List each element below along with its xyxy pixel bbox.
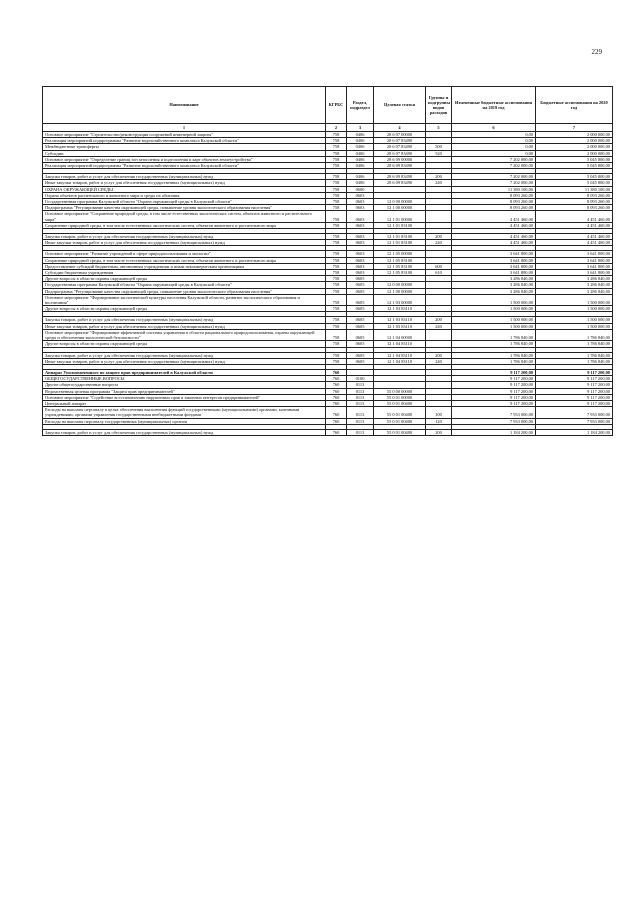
header-2020: Бюджетные ассигнования на 2020 год xyxy=(536,87,613,124)
row-amount-2019: 9 117 200,00 xyxy=(452,388,536,394)
row-amount-2019: 1 500 000,00 xyxy=(452,323,536,329)
row-target-article: 12 1 05 00000 xyxy=(374,251,426,257)
row-razdel: 0603 xyxy=(347,240,374,246)
row-amount-2020: 1 786 840,00 xyxy=(536,329,613,340)
row-razdel: 0605 xyxy=(347,317,374,323)
column-number: 7 xyxy=(536,124,613,132)
row-amount-2019: 9 117 200,00 xyxy=(452,382,536,388)
row-amount-2020: 4 451 460,00 xyxy=(536,240,613,246)
header-cel: Целевая статья xyxy=(374,87,426,124)
row-amount-2019: 1 786 840,00 xyxy=(452,358,536,364)
row-target-article: 28 6 09 83490 xyxy=(374,163,426,169)
table-row xyxy=(43,211,613,222)
row-razdel: 0406 xyxy=(347,144,374,150)
row-target-article: 12 1 01 00000 xyxy=(374,211,426,222)
row-target-article: 12 0 00 00000 xyxy=(374,282,426,288)
row-target-article: 28 6 07 83490 xyxy=(374,144,426,150)
row-target-article: 12 1 05 83100 xyxy=(374,263,426,269)
row-kgrs: 758 xyxy=(326,174,347,180)
row-amount-2019: 1 500 000,00 xyxy=(452,306,536,312)
row-name: Закупка товаров, работ и услуг для обеспечения государственных (муниципальных) нужд xyxy=(43,429,326,435)
row-amount-2020: 3 641 800,00 xyxy=(536,251,613,257)
row-amount-2020: 1 500 000,00 xyxy=(536,317,613,323)
row-expense-type: 120 xyxy=(426,418,452,424)
row-expense-type: 200 xyxy=(426,352,452,358)
row-kgrs: 758 xyxy=(326,240,347,246)
row-name: Охрана объектов растительного и животного мира и среды их обитания xyxy=(43,192,326,198)
row-amount-2020: 4 451 460,00 xyxy=(536,222,613,228)
row-amount-2019: 7 202 000,00 xyxy=(452,163,536,169)
row-amount-2020: 1 184 200,00 xyxy=(536,429,613,435)
row-target-article: 55 0 00 00000 xyxy=(374,388,426,394)
row-kgrs: 758 xyxy=(326,180,347,186)
row-amount-2019: 8 093 260,00 xyxy=(452,199,536,205)
column-number: 5 xyxy=(426,124,452,132)
row-razdel: 0406 xyxy=(347,174,374,180)
row-amount-2019: 0,00 xyxy=(452,150,536,156)
row-kgrs: 758 xyxy=(326,222,347,228)
row-razdel: 0113 xyxy=(347,407,374,418)
row-amount-2019: 9 117 200,00 xyxy=(452,376,536,382)
row-razdel: 0605 xyxy=(347,288,374,294)
row-expense-type xyxy=(426,211,452,222)
row-amount-2019: 8 093 260,00 xyxy=(452,205,536,211)
row-name: Другие вопросы в области охраны окружающей среды xyxy=(43,306,326,312)
row-expense-type: 100 xyxy=(426,407,452,418)
row-target-article: 12 1 03 83110 xyxy=(374,317,426,323)
row-target-article: 55 0 01 00400 xyxy=(374,418,426,424)
row-name: Основное мероприятие "Развитие учреждений в сфере природопользования и экологии" xyxy=(43,251,326,257)
row-name: Иные закупки товаров, работ и услуг для обеспечения государственных (муниципальных) нужд xyxy=(43,358,326,364)
column-number: 4 xyxy=(374,124,426,132)
row-name: Закупка товаров, работ и услуг для обеспечения государственных (муниципальных) нужд xyxy=(43,234,326,240)
row-razdel: 0113 xyxy=(347,382,374,388)
row-target-article: 12 1 03 83110 xyxy=(374,323,426,329)
row-name: Субсидии xyxy=(43,150,326,156)
row-name: Закупка товаров, работ и услуг для обеспечения государственных (муниципальных) нужд xyxy=(43,174,326,180)
row-name: Государственная программа Калужской области "Охрана окружающей среды в Калужской области" xyxy=(43,199,326,205)
row-target-article: 12 1 00 00000 xyxy=(374,205,426,211)
row-razdel: 0605 xyxy=(347,329,374,340)
row-amount-2020: 8 093 260,00 xyxy=(536,205,613,211)
row-razdel: 0605 xyxy=(347,323,374,329)
row-name: Межбюджетные трансферты xyxy=(43,144,326,150)
row-razdel: 0406 xyxy=(347,163,374,169)
row-amount-2020: 4 451 460,00 xyxy=(536,211,613,222)
row-amount-2019: 7 933 000,00 xyxy=(452,407,536,418)
row-expense-type: 200 xyxy=(426,317,452,323)
page-number: 229 xyxy=(591,48,602,56)
row-kgrs: 758 xyxy=(326,192,347,198)
row-razdel: 0603 xyxy=(347,270,374,276)
row-razdel: 0603 xyxy=(347,257,374,263)
row-amount-2020: 1 786 840,00 xyxy=(536,341,613,347)
row-expense-type: 240 xyxy=(426,180,452,186)
row-amount-2020: 8 093 260,00 xyxy=(536,199,613,205)
row-kgrs: 758 xyxy=(326,257,347,263)
row-name: Сохранение природной среды, в том числе естественных экологических систем, объектов животного и растительного мира xyxy=(43,222,326,228)
row-razdel: 0113 xyxy=(347,394,374,400)
row-target-article: 28 6 09 83490 xyxy=(374,174,426,180)
row-name: Другие вопросы в области охраны окружающей среды xyxy=(43,341,326,347)
row-expense-type: 240 xyxy=(426,323,452,329)
row-amount-2019: 8 093 260,00 xyxy=(452,192,536,198)
row-name: Основное мероприятие "Строительство/реконструкция сооружений инженерной защиты" xyxy=(43,132,326,138)
row-target-article: 55 0 01 00400 xyxy=(374,400,426,406)
row-target-article: 12 0 00 00000 xyxy=(374,199,426,205)
row-razdel: 0605 xyxy=(347,306,374,312)
row-razdel: 0603 xyxy=(347,192,374,198)
row-amount-2019: 0,00 xyxy=(452,132,536,138)
row-name: Субсидии бюджетным учреждениям xyxy=(43,270,326,276)
row-amount-2019: 1 786 840,00 xyxy=(452,352,536,358)
row-name: Ведомственная целевая программа "Защита прав предпринимателей" xyxy=(43,388,326,394)
row-target-article: 12 1 03 00000 xyxy=(374,294,426,305)
row-amount-2019: 7 202 000,00 xyxy=(452,180,536,186)
row-name: Государственная программа Калужской области "Охрана окружающей среды в Калужской области" xyxy=(43,282,326,288)
row-amount-2019: 9 117 200,00 xyxy=(452,400,536,406)
row-kgrs: 758 xyxy=(326,323,347,329)
header-vid: Группы и подгруппы видов расходов xyxy=(426,87,452,124)
row-name: Иные закупки товаров, работ и услуг для обеспечения государственных (муниципальных) нужд xyxy=(43,180,326,186)
row-razdel: 0113 xyxy=(347,429,374,435)
row-expense-type: 610 xyxy=(426,270,452,276)
budget-table xyxy=(42,86,613,436)
row-name: Центральный аппарат xyxy=(43,400,326,406)
row-target-article: 12 1 01 83100 xyxy=(374,240,426,246)
row-kgrs: 758 xyxy=(326,306,347,312)
row-expense-type: 500 xyxy=(426,144,452,150)
row-amount-2020: 7 933 000,00 xyxy=(536,407,613,418)
row-amount-2020: 2 000 000,00 xyxy=(536,150,613,156)
row-razdel: 0605 xyxy=(347,294,374,305)
column-number: 2 xyxy=(326,124,347,132)
row-target-article: 55 0 01 00400 xyxy=(374,407,426,418)
row-name: Иные закупки товаров, работ и услуг для обеспечения государственных (муниципальных) нужд xyxy=(43,240,326,246)
row-target-article: 12 1 05 83100 xyxy=(374,270,426,276)
row-kgrs: 760 xyxy=(326,388,347,394)
row-razdel: 0603 xyxy=(347,251,374,257)
row-expense-type: 520 xyxy=(426,150,452,156)
row-kgrs: 758 xyxy=(326,211,347,222)
column-number: 6 xyxy=(452,124,536,132)
row-amount-2019: 3 641 800,00 xyxy=(452,263,536,269)
row-name: Подпрограмма "Регулирование качества окружающей среды, повышение уровня экологического образования населения" xyxy=(43,205,326,211)
row-amount-2020: 9 117 200,00 xyxy=(536,388,613,394)
row-amount-2020: 8 093 260,00 xyxy=(536,192,613,198)
row-name: Другие вопросы в области охраны окружающей среды xyxy=(43,276,326,282)
row-name: Основное мероприятие "Формирование экологической культуры населения Калужской области, развитие экологического образования и воспитания" xyxy=(43,294,326,305)
row-target-article: 12 1 00 00000 xyxy=(374,288,426,294)
column-number: 1 xyxy=(43,124,326,132)
row-amount-2020: 3 641 800,00 xyxy=(536,263,613,269)
row-amount-2019: 1 500 000,00 xyxy=(452,317,536,323)
row-razdel: 0603 xyxy=(347,205,374,211)
row-amount-2020: 1 786 840,00 xyxy=(536,352,613,358)
row-razdel: 0605 xyxy=(347,352,374,358)
row-amount-2020: 1 500 000,00 xyxy=(536,294,613,305)
row-amount-2019: 9 117 200,00 xyxy=(452,394,536,400)
row-target-article: 12 1 05 83100 xyxy=(374,257,426,263)
row-name: Закупка товаров, работ и услуг для обеспечения государственных (муниципальных) нужд xyxy=(43,317,326,323)
row-name: Расходы на выплаты персоналу государственных (муниципальных) органов xyxy=(43,418,326,424)
row-amount-2020: 9 117 200,00 xyxy=(536,382,613,388)
row-amount-2020: 5 045 800,00 xyxy=(536,174,613,180)
row-amount-2019: 7 202 000,00 xyxy=(452,174,536,180)
row-amount-2019: 4 451 460,00 xyxy=(452,211,536,222)
row-kgrs: 758 xyxy=(326,251,347,257)
row-name: Основное мероприятие "Содействие восстановлению нарушенных прав и законных интересов предпринимателей" xyxy=(43,394,326,400)
row-kgrs: 760 xyxy=(326,382,347,388)
row-razdel: 0406 xyxy=(347,150,374,156)
row-razdel: 0113 xyxy=(347,388,374,394)
row-kgrs: 760 xyxy=(326,394,347,400)
row-amount-2020: 11 380 100,00 xyxy=(536,186,613,192)
row-amount-2020: 2 000 000,00 xyxy=(536,132,613,138)
row-amount-2019: 9 117 200,00 xyxy=(452,369,536,375)
row-kgrs: 758 xyxy=(326,138,347,144)
row-amount-2019: 3 286 840,00 xyxy=(452,282,536,288)
row-amount-2019: 1 500 000,00 xyxy=(452,294,536,305)
table-row xyxy=(43,294,613,305)
header-razdel: Раздел, подраздел xyxy=(347,87,374,124)
row-kgrs: 758 xyxy=(326,234,347,240)
row-target-article: 12 1 04 83110 xyxy=(374,341,426,347)
row-target-article: 28 6 07 83490 xyxy=(374,150,426,156)
row-name: Предоставление субсидий бюджетным, автономным учреждениям и иным некоммерческим организациям xyxy=(43,263,326,269)
row-target-article: 28 6 07 83490 xyxy=(374,138,426,144)
row-expense-type xyxy=(426,294,452,305)
row-amount-2020: 5 045 800,00 xyxy=(536,156,613,162)
row-kgrs: 758 xyxy=(326,205,347,211)
row-amount-2020: 4 451 460,00 xyxy=(536,234,613,240)
row-kgrs: 758 xyxy=(326,282,347,288)
row-target-article: 12 1 04 00000 xyxy=(374,329,426,340)
row-name: Иные закупки товаров, работ и услуг для обеспечения государственных (муниципальных) нужд xyxy=(43,323,326,329)
row-amount-2020: 3 286 840,00 xyxy=(536,282,613,288)
row-name: Основное мероприятие "Формирование эффективной системы управления в области рационального природопользования, охраны окружающей среды и обеспечения экологической безопасности" xyxy=(43,329,326,340)
row-razdel: 0603 xyxy=(347,211,374,222)
row-razdel: 0605 xyxy=(347,276,374,282)
row-name: Расходы на выплаты персоналу в целях обеспечения выполнения функций государственными (муниципальными) органами, казенными учреждениями, органами управления государственными внебюджетными фондами xyxy=(43,407,326,418)
row-target-article: 12 1 03 83110 xyxy=(374,306,426,312)
row-amount-2020: 1 500 000,00 xyxy=(536,306,613,312)
row-kgrs: 758 xyxy=(326,163,347,169)
row-kgrs: 760 xyxy=(326,400,347,406)
row-amount-2020: 5 045 800,00 xyxy=(536,180,613,186)
row-target-article: 55 0 01 00400 xyxy=(374,429,426,435)
row-kgrs: 758 xyxy=(326,263,347,269)
row-expense-type: 200 xyxy=(426,234,452,240)
row-razdel: 0406 xyxy=(347,138,374,144)
row-amount-2020: 3 641 800,00 xyxy=(536,270,613,276)
row-expense-type: 200 xyxy=(426,174,452,180)
row-kgrs: 760 xyxy=(326,369,347,375)
row-expense-type: 240 xyxy=(426,358,452,364)
row-kgrs: 758 xyxy=(326,132,347,138)
row-name: Реализация мероприятий подпрограммы "Развитие водохозяйственного комплекса Калужской области" xyxy=(43,163,326,169)
row-name: Реализация мероприятий подпрограммы "Развитие водохозяйственного комплекса Калужской области" xyxy=(43,138,326,144)
row-razdel: 0603 xyxy=(347,263,374,269)
row-amount-2019: 3 641 800,00 xyxy=(452,270,536,276)
row-amount-2019: 3 286 840,00 xyxy=(452,288,536,294)
row-amount-2020: 5 045 800,00 xyxy=(536,163,613,169)
row-target-article: 28 6 09 83490 xyxy=(374,180,426,186)
table-header xyxy=(43,87,613,132)
row-amount-2019: 4 451 460,00 xyxy=(452,222,536,228)
row-kgrs: 758 xyxy=(326,276,347,282)
row-kgrs: 758 xyxy=(326,329,347,340)
row-amount-2019: 1 786 840,00 xyxy=(452,341,536,347)
row-kgrs: 758 xyxy=(326,156,347,162)
row-amount-2019: 7 933 000,00 xyxy=(452,418,536,424)
row-kgrs: 760 xyxy=(326,429,347,435)
row-razdel: 0406 xyxy=(347,132,374,138)
row-expense-type: 200 xyxy=(426,429,452,435)
row-amount-2019: 11 380 100,00 xyxy=(452,186,536,192)
table-body xyxy=(43,132,613,436)
row-kgrs: 758 xyxy=(326,358,347,364)
row-kgrs: 758 xyxy=(326,144,347,150)
column-number-row xyxy=(43,124,613,132)
row-razdel: 0605 xyxy=(347,341,374,347)
row-kgrs: 758 xyxy=(326,317,347,323)
row-name: Закупка товаров, работ и услуг для обеспечения государственных (муниципальных) нужд xyxy=(43,352,326,358)
row-amount-2020: 3 641 800,00 xyxy=(536,257,613,263)
row-target-article: 28 6 09 00000 xyxy=(374,156,426,162)
row-target-article: 28 6 07 00000 xyxy=(374,132,426,138)
header-2019: Измененные бюджетные ассигнования на 2019 год xyxy=(452,87,536,124)
row-name: Другие общегосударственные вопросы xyxy=(43,382,326,388)
row-target-article: 12 1 01 83100 xyxy=(374,234,426,240)
row-expense-type: 600 xyxy=(426,263,452,269)
row-amount-2020: 9 117 200,00 xyxy=(536,400,613,406)
row-name: Сохранение природной среды, в том числе естественных экологических систем, объектов животного и растительного мира xyxy=(43,257,326,263)
header-name: Наименование xyxy=(43,87,326,124)
row-razdel: 0100 xyxy=(347,376,374,382)
row-amount-2020: 1 500 000,00 xyxy=(536,323,613,329)
row-amount-2019: 4 451 460,00 xyxy=(452,240,536,246)
row-amount-2019: 7 202 000,00 xyxy=(452,156,536,162)
row-kgrs: 758 xyxy=(326,341,347,347)
row-name: ОХРАНА ОКРУЖАЮЩЕЙ СРЕДЫ xyxy=(43,186,326,192)
row-amount-2020: 3 286 840,00 xyxy=(536,288,613,294)
row-target-article: 12 1 01 83100 xyxy=(374,222,426,228)
row-amount-2019: 0,00 xyxy=(452,138,536,144)
table-row xyxy=(43,407,613,418)
row-amount-2020: 7 933 000,00 xyxy=(536,418,613,424)
row-kgrs: 760 xyxy=(326,407,347,418)
row-amount-2019: 1 184 200,00 xyxy=(452,429,536,435)
row-razdel: 0605 xyxy=(347,358,374,364)
row-razdel: 0113 xyxy=(347,418,374,424)
row-amount-2019: 3 641 800,00 xyxy=(452,257,536,263)
row-amount-2020: 9 117 200,00 xyxy=(536,394,613,400)
row-kgrs: 758 xyxy=(326,294,347,305)
row-target-article: 55 0 01 00000 xyxy=(374,394,426,400)
row-amount-2019: 0,00 xyxy=(452,144,536,150)
row-razdel: 0113 xyxy=(347,400,374,406)
row-kgrs: 758 xyxy=(326,288,347,294)
row-amount-2020: 3 286 840,00 xyxy=(536,276,613,282)
row-kgrs: 758 xyxy=(326,199,347,205)
row-name: ОБЩЕГОСУДАРСТВЕННЫЕ ВОПРОСЫ xyxy=(43,376,326,382)
row-amount-2019: 3 641 800,00 xyxy=(452,251,536,257)
row-kgrs: 758 xyxy=(326,270,347,276)
row-razdel: 0406 xyxy=(347,180,374,186)
table-row xyxy=(43,429,613,435)
row-name: Аппарат Уполномоченного по защите прав предпринимателей в Калужской области xyxy=(43,369,326,375)
row-amount-2020: 1 786 840,00 xyxy=(536,358,613,364)
row-kgrs: 760 xyxy=(326,376,347,382)
row-kgrs: 758 xyxy=(326,352,347,358)
row-amount-2019: 1 786 840,00 xyxy=(452,329,536,340)
column-number: 3 xyxy=(347,124,374,132)
row-razdel: 0603 xyxy=(347,222,374,228)
row-razdel: 0603 xyxy=(347,234,374,240)
row-expense-type: 240 xyxy=(426,240,452,246)
row-razdel: 0406 xyxy=(347,156,374,162)
row-amount-2020: 2 000 000,00 xyxy=(536,138,613,144)
row-expense-type xyxy=(426,329,452,340)
row-name: Подпрограмма "Регулирование качества окружающей среды, повышение уровня экологического образования населения" xyxy=(43,288,326,294)
row-amount-2020: 9 117 200,00 xyxy=(536,369,613,375)
row-amount-2020: 2 000 000,00 xyxy=(536,144,613,150)
row-target-article: 12 1 04 83110 xyxy=(374,358,426,364)
row-amount-2020: 9 117 200,00 xyxy=(536,376,613,382)
row-amount-2019: 3 286 840,00 xyxy=(452,276,536,282)
row-amount-2019: 4 451 460,00 xyxy=(452,234,536,240)
table-row xyxy=(43,329,613,340)
row-kgrs: 758 xyxy=(326,186,347,192)
row-razdel: 0600 xyxy=(347,186,374,192)
header-kgrs: КГРБС xyxy=(326,87,347,124)
row-target-article: 12 1 04 83110 xyxy=(374,352,426,358)
row-name: Основное мероприятие "Сохранение природной среды, в том числе естественных экологических систем, объектов животного и растительного мира" xyxy=(43,211,326,222)
row-kgrs: 758 xyxy=(326,150,347,156)
row-razdel: 0605 xyxy=(347,282,374,288)
row-name: Основное мероприятие "Определение границ зон затопления и подтопления и карт объектов землеустройства" xyxy=(43,156,326,162)
row-razdel: 0603 xyxy=(347,199,374,205)
row-kgrs: 760 xyxy=(326,418,347,424)
